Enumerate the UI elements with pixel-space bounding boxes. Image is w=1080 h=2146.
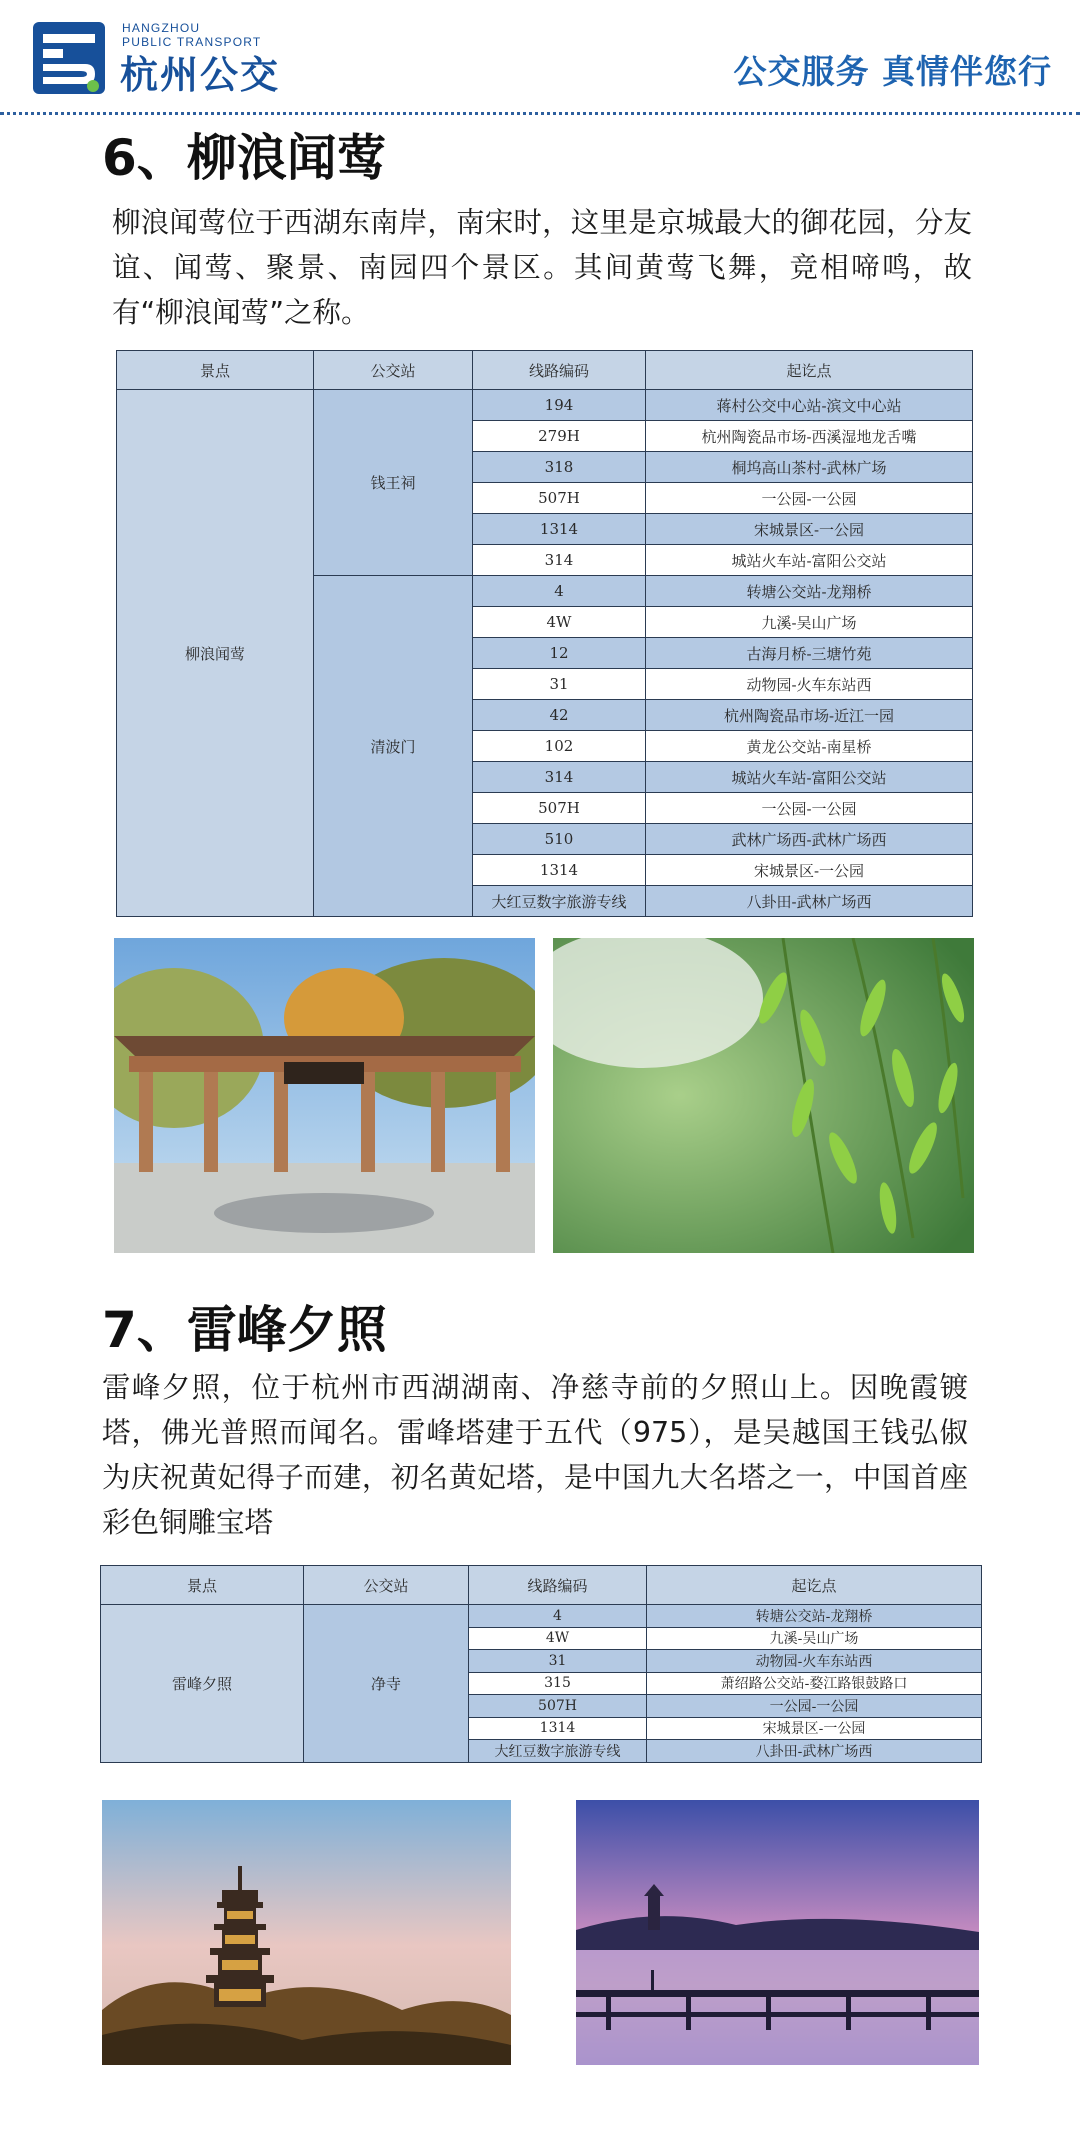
route-number: 4: [469, 1605, 647, 1628]
route-number: 1314: [473, 855, 646, 886]
route-range: 八卦田-武林广场西: [647, 1740, 982, 1763]
route-range: 蒋村公交中心站-滨文中心站: [646, 390, 973, 421]
header-route-number: 线路编码: [469, 1566, 647, 1605]
route-number: 1314: [469, 1717, 647, 1740]
route-number: 507H: [473, 483, 646, 514]
logo-chinese-name: 杭州公交: [120, 53, 281, 97]
route-range: 宋城景区-一公园: [646, 855, 973, 886]
route-number: 31: [473, 669, 646, 700]
section7-title: 7、雷峰夕照: [102, 1301, 387, 1359]
route-range: 武林广场西-武林广场西: [646, 824, 973, 855]
route-range: 宋城景区-一公园: [647, 1717, 982, 1740]
section6-description: 柳浪闻莺位于西湖东南岸，南宋时，这里是京城最大的御花园，分友谊、闻莺、聚景、南园四个景区。其间黄莺飞舞，竞相啼鸣，故有“柳浪闻莺”之称。: [112, 206, 972, 329]
route-range: 一公园-一公园: [646, 483, 973, 514]
header-start-end: 起讫点: [647, 1566, 982, 1605]
route-number: 4W: [473, 607, 646, 638]
route-number: 279H: [473, 421, 646, 452]
willow-branches-photo: [553, 938, 974, 1253]
header-stop: 公交站: [304, 1566, 469, 1605]
route-range: 动物园-火车东站西: [647, 1650, 982, 1673]
route-range: 动物园-火车东站西: [646, 669, 973, 700]
bus-stop-cell: 净寺: [304, 1605, 469, 1763]
route-range: 杭州陶瓷品市场-近江一园: [646, 700, 973, 731]
route-range: 黄龙公交站-南星桥: [646, 731, 973, 762]
table-header-row: [117, 351, 973, 390]
route-range: 九溪-吴山广场: [647, 1627, 982, 1650]
route-number: 314: [473, 545, 646, 576]
park-gate-photo: [114, 938, 535, 1253]
route-range: 城站火车站-富阳公交站: [646, 545, 973, 576]
header-spot: 景点: [117, 351, 314, 390]
section7-route-table: [100, 1565, 982, 1763]
table-header-row: [101, 1566, 982, 1605]
hangzhou-bus-logo-icon: [33, 22, 105, 94]
header-divider: [0, 112, 1080, 115]
scenic-spot-cell: 雷峰夕照: [101, 1605, 304, 1763]
route-number: 315: [469, 1672, 647, 1695]
route-number: 507H: [469, 1695, 647, 1718]
route-range: 一公园-一公园: [646, 793, 973, 824]
route-number: 318: [473, 452, 646, 483]
route-number: 大红豆数字旅游专线: [473, 886, 646, 917]
route-range: 桐坞高山茶村-武林广场: [646, 452, 973, 483]
section7-description: 雷峰夕照，位于杭州市西湖湖南、净慈寺前的夕照山上。因晚霞镀塔，佛光普照而闻名。雷峰塔建于五代（975），是吴越国王钱弘俶为庆祝黄妃得子而建，初名黄妃塔，是中国九大名塔之一，中国首座彩色铜雕宝塔: [102, 1371, 968, 1539]
route-number: 大红豆数字旅游专线: [469, 1740, 647, 1763]
page-header: [0, 0, 1080, 112]
scenic-spot-cell: 柳浪闻莺: [117, 390, 314, 917]
header-route-number: 线路编码: [473, 351, 646, 390]
header-stop: 公交站: [314, 351, 473, 390]
route-range: 杭州陶瓷品市场-西溪湿地龙舌嘴: [646, 421, 973, 452]
route-number: 510: [473, 824, 646, 855]
leifeng-pagoda-photo: [102, 1800, 511, 2065]
route-number: 12: [473, 638, 646, 669]
route-range: 萧绍路公交站-婺江路银鼓路口: [647, 1672, 982, 1695]
logo-english-line2: PUBLIC TRANSPORT: [122, 35, 262, 49]
section6-route-table: [116, 350, 973, 917]
route-range: 古海月桥-三塘竹苑: [646, 638, 973, 669]
table-row: [101, 1605, 982, 1628]
route-range: 一公园-一公园: [647, 1695, 982, 1718]
header-start-end: 起讫点: [646, 351, 973, 390]
route-range: 转塘公交站-龙翔桥: [647, 1605, 982, 1628]
route-range: 转塘公交站-龙翔桥: [646, 576, 973, 607]
route-range: 八卦田-武林广场西: [646, 886, 973, 917]
table-row: [117, 390, 973, 421]
route-number: 507H: [473, 793, 646, 824]
route-range: 城站火车站-富阳公交站: [646, 762, 973, 793]
route-range: 九溪-吴山广场: [646, 607, 973, 638]
header-spot: 景点: [101, 1566, 304, 1605]
route-number: 1314: [473, 514, 646, 545]
route-number: 102: [473, 731, 646, 762]
lake-sunset-pagoda-photo: [576, 1800, 979, 2065]
logo-english-line1: HANGZHOU: [122, 21, 201, 35]
bus-stop-cell: 清波门: [314, 576, 473, 917]
route-range: 宋城景区-一公园: [646, 514, 973, 545]
route-number: 31: [469, 1650, 647, 1673]
bus-stop-cell: 钱王祠: [314, 390, 473, 576]
route-number: 4W: [469, 1627, 647, 1650]
header-slogan: 公交服务 真情伴您行: [733, 52, 1052, 91]
route-number: 314: [473, 762, 646, 793]
section6-title: 6、柳浪闻莺: [102, 129, 387, 187]
route-number: 194: [473, 390, 646, 421]
route-number: 4: [473, 576, 646, 607]
route-number: 42: [473, 700, 646, 731]
